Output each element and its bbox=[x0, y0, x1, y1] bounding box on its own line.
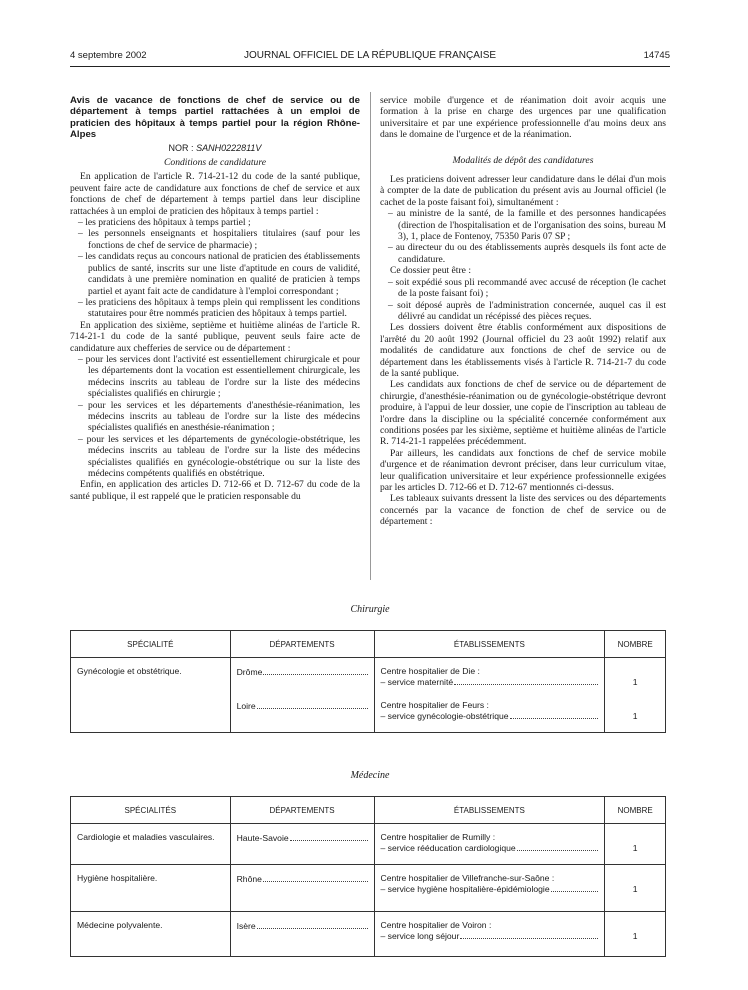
column-header: DÉPARTEMENTS bbox=[230, 797, 374, 824]
paragraph-5: Les praticiens doivent adresser leur candidature dans le délai d'un mois à compter de la date de publication du présent avis au Journal officiel (le cachet de la poste faisant foi), simultanément : bbox=[380, 174, 666, 208]
column-header: SPÉCIALITÉS bbox=[71, 797, 231, 824]
departement-label: Drôme bbox=[236, 667, 263, 677]
list-item: – les praticiens des hôpitaux à temps partiel ; bbox=[78, 217, 251, 229]
table-cell bbox=[605, 692, 666, 733]
service-label: – service rééducation cardiologique bbox=[380, 843, 516, 853]
header-journal-title: JOURNAL OFFICIEL DE LA RÉPUBLIQUE FRANÇAISE bbox=[243, 50, 497, 61]
column-header: ÉTABLISSEMENTS bbox=[374, 631, 605, 658]
list-item: – les praticiens des hôpitaux à temps plein qui remplissent les conditions statutaires pour être nommés praticien des hôpitaux à temps partiel. bbox=[78, 296, 360, 320]
header-rule bbox=[70, 66, 670, 67]
header-page-number: 14745 bbox=[643, 50, 670, 61]
table-cell bbox=[230, 658, 374, 693]
medecine-table bbox=[70, 796, 666, 957]
nombre-value: 1 bbox=[632, 931, 638, 941]
table-cell bbox=[71, 865, 231, 912]
list-item: – pour les services et les départements d'anesthésie-réanimation, les médecins inscrits au tableau de l'ordre sur la liste des médecins spécialistes qualifiés en anesthésie-réanimation ; bbox=[78, 399, 360, 434]
page-header bbox=[70, 50, 670, 66]
paragraph-4: service mobile d'urgence et de réanimation doit avoir acquis une formation à la prise en charge des urgences par une qualification universitaire et par une expérience professionnelle d'au moins deux ans dans le domaine de l'urgence et de la réanimation. bbox=[380, 95, 666, 141]
nor-value: SANH0222811V bbox=[196, 142, 262, 153]
paragraph-1: En application de l'article R. 714-21-12 du code de la santé publique, peuvent faire acte de candidature aux fonctions de chef de service et aux fonctions de chef de département à temps partiel dans leur discipline rattachées à un emploi de praticien des hôpitaux à temps partiel : bbox=[70, 171, 360, 217]
nombre-value: 1 bbox=[632, 843, 638, 853]
paragraph-2: En application des sixième, septième et huitième alinéas de l'article R. 714-21-1 du code de la santé publique, peuvent seuls faire acte de candidature aux chefferies de service ou de département : bbox=[70, 319, 360, 354]
avis-title: Avis de vacance de fonctions de chef de service ou de département à temps partiel rattachées à un emploi de praticien des hôpitaux à temps partiel pour la région Rhône-Alpes bbox=[70, 95, 360, 141]
service-cell bbox=[381, 930, 599, 941]
paragraph-3: Enfin, en application des articles D. 712-66 et D. 712-67 du code de la santé publique, il est rappelé que le praticien responsable du bbox=[70, 479, 360, 502]
table-cell bbox=[605, 912, 666, 957]
column-header: NOMBRE bbox=[605, 631, 666, 658]
list-item: – les personnels enseignants et hospitaliers titulaires (sauf pour les fonctions de chef de service de pharmacie) ; bbox=[78, 228, 360, 251]
header-date: 4 septembre 2002 bbox=[70, 50, 147, 61]
nor-line bbox=[70, 143, 360, 154]
nombre-value: 1 bbox=[632, 711, 638, 721]
table-cell bbox=[374, 824, 605, 865]
service-label: – service long séjour bbox=[380, 931, 460, 941]
service-label: – service hygiène hospitalière-épidémiologie bbox=[380, 884, 550, 894]
column-header: SPÉCIALITÉ bbox=[71, 631, 231, 658]
table-cell bbox=[605, 865, 666, 912]
table-cell bbox=[230, 865, 374, 912]
list-specialties bbox=[70, 354, 360, 479]
paragraph-9: Par ailleurs, les candidats aux fonctions de chef de service mobile d'urgence et de réanimation devront préciser, dans leur curriculum vitae, leur qualification universitaire et leur expérience professionnelle exigées par les articles D. 712-66 et D. 712-67 mentionnés ci-dessus. bbox=[380, 447, 666, 493]
section-modalites: Modalités de dépôt des candidatures bbox=[452, 154, 594, 166]
service-cell bbox=[381, 883, 599, 894]
list-item: – au ministre de la santé, de la famille et des personnes handicapées (direction de l'hospitalisation et de l'organisation des soins, bureau M 3), 1, place de Fontenoy, 75350 Paris 07 SP ; bbox=[388, 208, 666, 243]
table-cell bbox=[605, 658, 666, 693]
etablissement-label: Centre hospitalier de Villefranche-sur-Saône : bbox=[380, 873, 555, 883]
table-row bbox=[71, 865, 666, 912]
table-cell bbox=[71, 658, 231, 733]
right-column bbox=[380, 95, 666, 528]
table-cell bbox=[605, 824, 666, 865]
list-item: – pour les services et les départements de gynécologie-obstétrique, les médecins inscrits au tableau de l'ordre sur la liste des médecins spécialistes qualifiés en gynécologie-obstétrique ou sur la liste des médecins compétents qualifiés en obstétrique. bbox=[78, 433, 360, 479]
column-header: NOMBRE bbox=[605, 797, 666, 824]
specialite-label: Gynécologie et obstétrique. bbox=[77, 666, 182, 676]
table-cell bbox=[230, 912, 374, 957]
service-cell bbox=[381, 710, 599, 721]
table-cell bbox=[374, 912, 605, 957]
specialite-label: Hygiène hospitalière. bbox=[77, 873, 158, 883]
paragraph-6: Ce dossier peut être : bbox=[390, 265, 471, 277]
chirurgie-title: Chirurgie bbox=[350, 604, 390, 615]
list-recipients bbox=[380, 208, 666, 265]
nombre-value: 1 bbox=[632, 677, 638, 687]
table-cell bbox=[230, 824, 374, 865]
service-cell bbox=[381, 676, 599, 687]
table-cell bbox=[374, 692, 605, 733]
column-header: DÉPARTEMENTS bbox=[230, 631, 374, 658]
column-separator bbox=[370, 92, 371, 580]
etablissement-label: Centre hospitalier de Rumilly : bbox=[380, 832, 496, 842]
departement-cell bbox=[237, 865, 368, 884]
etablissement-label: Centre hospitalier de Feurs : bbox=[380, 700, 489, 710]
medecine-title: Médecine bbox=[350, 770, 390, 781]
departement-cell bbox=[237, 692, 368, 711]
etablissement-label: Centre hospitalier de Die : bbox=[380, 666, 480, 676]
specialite-label: Médecine polyvalente. bbox=[77, 920, 163, 930]
departement-label: Rhône bbox=[236, 874, 262, 884]
table-cell bbox=[71, 824, 231, 865]
list-item: – au directeur du ou des établissements auprès desquels ils font acte de candidature. bbox=[388, 242, 666, 265]
service-label: – service maternité bbox=[380, 677, 454, 687]
service-label: – service gynécologie-obstétrique bbox=[380, 711, 509, 721]
table-row bbox=[71, 824, 666, 865]
table-row bbox=[71, 912, 666, 957]
paragraph-7: Les dossiers doivent être établis conformément aux dispositions de l'arrêté du 20 août 1992 (Journal officiel du 23 août 1992) relatif aux modalités de candidature aux fonctions de chef de service ou de département dans les établissements visés à l'article R. 714-21-7 du code de la santé publique. bbox=[380, 322, 666, 379]
column-header: ÉTABLISSEMENTS bbox=[374, 797, 605, 824]
nombre-value: 1 bbox=[632, 884, 638, 894]
specialite-label: Cardiologie et maladies vasculaires. bbox=[77, 832, 215, 842]
section-conditions: Conditions de candidature bbox=[164, 157, 266, 169]
list-item: – soit expédié sous pli recommandé avec accusé de réception (le cachet de la poste faisant foi) ; bbox=[388, 276, 666, 300]
list-eligible bbox=[70, 217, 360, 320]
list-sending bbox=[380, 277, 666, 323]
departement-label: Haute-Savoie bbox=[236, 833, 289, 843]
nor-label: NOR : bbox=[168, 142, 194, 153]
paragraph-8: Les candidats aux fonctions de chef de service ou de département de chirurgie, d'anesthésie-réanimation ou de gynécologie-obstétrique devront produire, à l'appui de leur dossier, une copie de l'inscription au tableau de l'ordre dans la discipline ou la spécialité concernée conformément aux conditions posées par les sixième, septième et huitième alinéas de l'article R. 714-21-1 rappelées précédemment. bbox=[380, 379, 666, 448]
departement-label: Isère bbox=[236, 921, 256, 931]
table-row bbox=[71, 658, 666, 693]
paragraph-10: Les tableaux suivants dressent la liste des services ou des départements concernés par la vacance de fonction de chef de service ou de département : bbox=[380, 493, 666, 528]
chirurgie-table bbox=[70, 630, 666, 733]
departement-label: Loire bbox=[236, 701, 256, 711]
table-header-row bbox=[71, 631, 666, 658]
table-cell bbox=[71, 912, 231, 957]
table-header-row bbox=[71, 797, 666, 824]
service-cell bbox=[381, 842, 599, 853]
etablissement-label: Centre hospitalier de Voiron : bbox=[380, 920, 492, 930]
list-item: – les candidats reçus au concours national de praticien des établissements publics de santé, inscrits sur une liste d'aptitude en cours de validité, candidats à une première nomination en qualité de praticien à temps partiel et ayant fait acte de candidature à l'emploi correspondant ; bbox=[78, 251, 360, 297]
departement-cell bbox=[237, 658, 368, 677]
left-column bbox=[70, 95, 360, 502]
departement-cell bbox=[237, 824, 368, 843]
table-cell bbox=[374, 658, 605, 693]
list-item: – pour les services dont l'activité est essentiellement chirurgicale et pour les départements dont la vocation est essentiellement chirurgicale, les médecins inscrits au tableau de l'ordre sur la liste des médecins spécialistes qualifiés en chirurgie ; bbox=[78, 353, 360, 400]
table-cell bbox=[374, 865, 605, 912]
list-item: – soit déposé auprès de l'administration concernée, auquel cas il est délivré au candidat un récépissé des pièces reçues. bbox=[388, 299, 666, 322]
departement-cell bbox=[237, 912, 368, 931]
table-cell bbox=[230, 692, 374, 733]
